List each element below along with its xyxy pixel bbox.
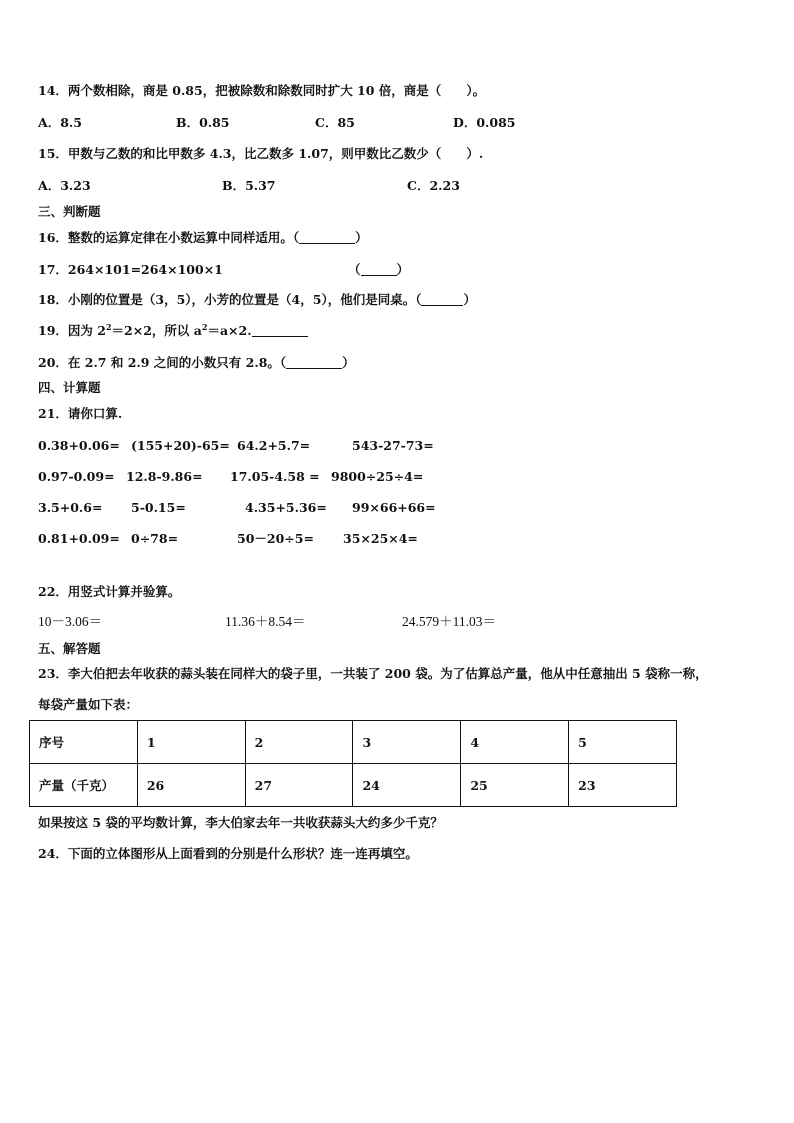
table-cell: 3 [353,721,461,764]
question-number: 18． [38,292,68,307]
question-number: 16． [38,230,68,245]
calc-item: 64.2+5.7= [237,438,311,453]
question-stem-end: ）. [466,146,484,161]
question-number: 24． [38,846,68,861]
calc-item: 0.38+0.06= [38,438,120,453]
question-text: 李大伯把去年收获的蒜头装在同样大的袋子里，一共装了 200 袋。为了估算总产量，他从中任意抽出 5 袋称一称， [67,666,708,681]
paren-close: ） [463,292,476,307]
calc-item: 17.05-4.58 = [230,469,320,484]
table-cell: 4 [461,721,569,764]
section-heading-word-problems: 五、解答题 [38,641,101,656]
question-text: 264×101=264×100×1 [67,262,223,277]
question-text: ＝2×2，所以 a [111,323,202,338]
paren-close: ） [396,262,410,277]
question-number: 15． [38,146,68,161]
question-22 [38,584,180,600]
calc-item: 0.81+0.09= [38,531,120,546]
question-23 [38,666,708,682]
paren-open: （ [348,262,361,277]
question-14 [38,83,485,99]
section-heading-calculation: 四、计算题 [38,380,101,395]
question-text: 下面的立体图形从上面看到的分别是什么形状？连一连再填空。 [67,846,418,861]
question-number: 21． [38,406,68,421]
question-number: 23． [38,666,68,681]
yield-table [29,720,677,807]
table-cell: 5 [569,721,677,764]
table-cell: 序号 [30,721,138,764]
calc-item: 12.8-9.86= [126,469,203,484]
answer-blank[interactable] [286,356,342,369]
paren-close: ） [342,355,355,370]
option-15-b: B．5.37 [222,178,276,193]
question-number: 17． [38,262,68,277]
calc-item: 35×25×4= [343,531,418,546]
answer-blank[interactable] [361,263,397,276]
vertical-calc-item: 24.579＋11.03＝ [402,614,496,629]
question-stem: 两个数相除，商是 0.85，把被除数和除数同时扩大 10 倍，商是（ [67,83,467,98]
calc-item: 543-27-73= [352,438,434,453]
question-number: 20． [38,355,68,370]
question-21 [38,406,122,422]
question-text: 小刚的位置是（3，5），小芳的位置是（4，5），他们是同桌。（ [67,292,422,307]
option-14-b: B．0.85 [176,115,230,130]
table-cell: 25 [461,764,569,807]
table-cell: 产量（千克） [30,764,138,807]
table-row [30,721,677,764]
question-number: 14． [38,83,68,98]
question-16 [38,230,368,246]
question-20 [38,355,355,371]
question-text: ＝a×2. [207,323,252,338]
question-prompt: 请你口算. [67,406,123,421]
question-number: 22． [38,584,68,599]
question-18 [38,292,476,308]
calc-item: 50－20÷5= [237,531,314,546]
question-19 [38,323,308,339]
table-cell: 27 [245,764,353,807]
question-17-answer [348,262,409,278]
calc-item: 0÷78= [131,531,179,546]
superscript: 2 [201,321,208,332]
question-text: 在 2.7 和 2.9 之间的小数只有 2.8。（ [67,355,287,370]
vertical-calc-item: 10－3.06＝ [38,614,103,629]
question-stem: 甲数与乙数的和比甲数多 4.3，比乙数多 1.07，则甲数比乙数少（ [67,146,467,161]
question-stem-end: ）。 [466,83,486,98]
question-17 [38,262,223,278]
option-14-d: D．0.085 [453,115,516,130]
section-heading-judgement: 三、判断题 [38,204,101,219]
question-prompt: 用竖式计算并验算。 [67,584,181,599]
question-24 [38,846,418,862]
answer-blank[interactable] [252,324,308,337]
vertical-calc-item: 11.36＋8.54＝ [225,614,306,629]
calc-item: (155+20)-65= [131,438,230,453]
question-number: 19． [38,323,68,338]
calc-item: 9800÷25÷4= [331,469,424,484]
question-15 [38,146,483,162]
table-cell: 23 [569,764,677,807]
question-text: 因为 2 [67,323,106,338]
table-cell: 26 [137,764,245,807]
option-15-a: A．3.23 [38,178,91,193]
option-15-c: C．2.23 [407,178,460,193]
superscript: 2 [105,321,112,332]
table-cell: 24 [353,764,461,807]
table-row [30,764,677,807]
table-cell: 1 [137,721,245,764]
answer-blank[interactable] [421,293,463,306]
answer-blank[interactable] [299,231,355,244]
calc-item: 0.97-0.09= [38,469,115,484]
question-23-continued: 每袋产量如下表： [38,697,139,712]
calc-item: 4.35+5.36= [245,500,327,515]
option-14-c: C．85 [315,115,355,130]
calc-item: 3.5+0.6= [38,500,103,515]
calc-item: 99×66+66= [352,500,436,515]
calc-item: 5-0.15= [131,500,186,515]
option-14-a: A．8.5 [38,115,82,130]
question-23-ask: 如果按这 5 袋的平均数计算，李大伯家去年一共收获蒜头大约多少千克？ [38,815,443,830]
table-cell: 2 [245,721,353,764]
question-text: 整数的运算定律在小数运算中同样适用。（ [67,230,300,245]
paren-close: ） [355,230,368,245]
